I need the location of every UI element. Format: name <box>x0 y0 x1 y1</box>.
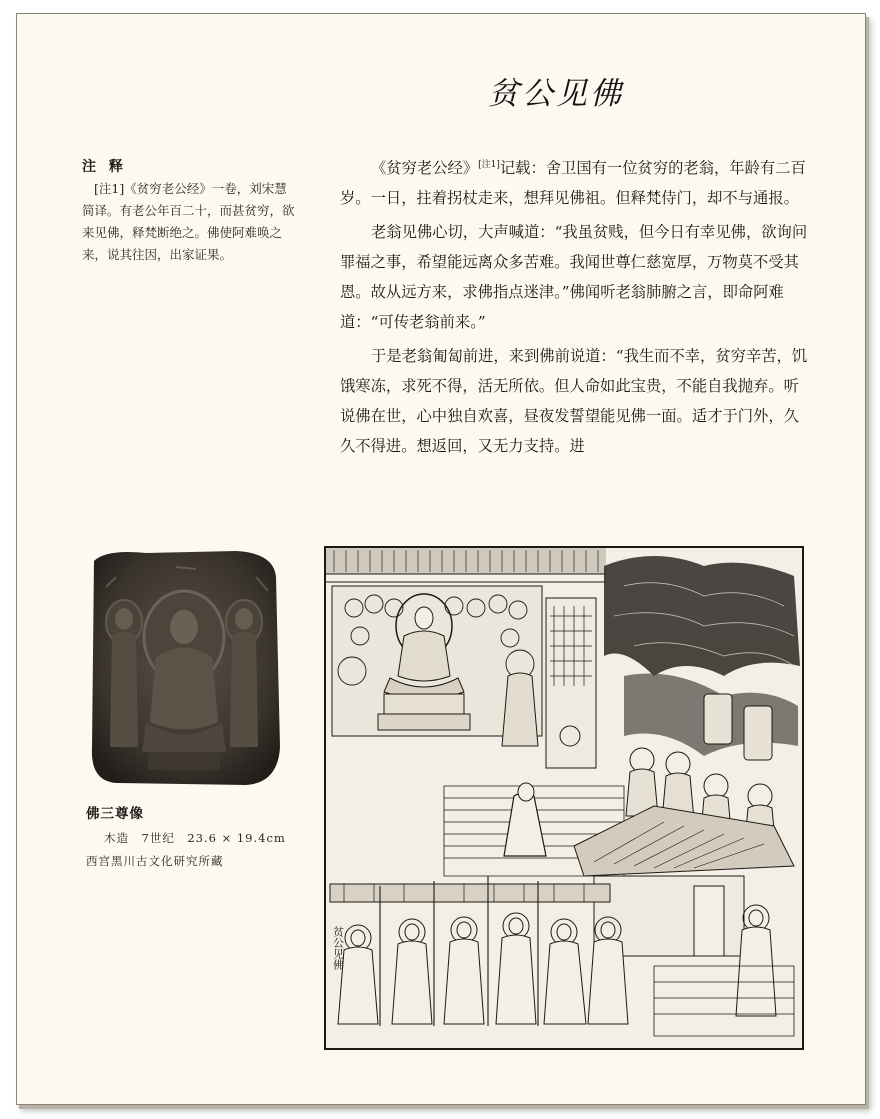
main-text <box>340 150 810 465</box>
figure-caption-collection: 西宫黑川古文化研究所藏 <box>86 854 224 868</box>
notes-body <box>82 178 298 266</box>
note-1: [注1]《贫穷老公经》一卷，刘宋慧简译。有老公年百二十，而甚贫穷，欲来见佛，释梵断绝之。佛使阿难唤之来，说其往因，出家证果。 <box>82 181 295 262</box>
buddha-triad-statue-photo <box>86 547 282 787</box>
woodblock-print-illustration <box>324 546 804 1050</box>
paragraph-2: 老翁见佛心切，大声喊道：“我虽贫贱，但今日有幸见佛，欲询问罪福之事，希望能远离众多苦难。我闻世尊仁慈宽厚，万物莫不受其恩。故从远方来，求佛指点迷津。”佛闻听老翁肺腑之言，即命阿难道：“可传老翁前来。” <box>340 223 808 332</box>
paragraph-1 <box>340 150 810 213</box>
paragraph-3: 于是老翁匍匐前进，来到佛前说道：“我生而不幸，贫穷辛苦，饥饿寒冻，求死不得，活无所依。但人命如此宝贵，不能自我抛弃。听说佛在世，心中独自欢喜，昼夜发誓望能见佛一面。适才于门外，久久不得进。想返回，又无力支持。进 <box>340 347 808 456</box>
woodcut-inscription: 贫公见佛 <box>331 926 345 970</box>
page-title: 贫公见佛 <box>488 76 624 112</box>
figure-caption-details: 木造 7世纪 23.6 × 19.4cm <box>104 831 286 845</box>
figure-caption-title: 佛三尊像 <box>86 806 144 822</box>
notes-heading: 注 释 <box>82 159 127 175</box>
note-reference[interactable]: [注1] <box>478 160 500 170</box>
paragraph-1-text: 记载：舍卫国有一位贫穷的老翁，年龄有二百岁。一日，拄着拐杖走来，想拜见佛祖。但释梵侍门，却不与通报。 <box>340 159 806 208</box>
book-title: 《贫穷老公经》 <box>371 159 479 178</box>
